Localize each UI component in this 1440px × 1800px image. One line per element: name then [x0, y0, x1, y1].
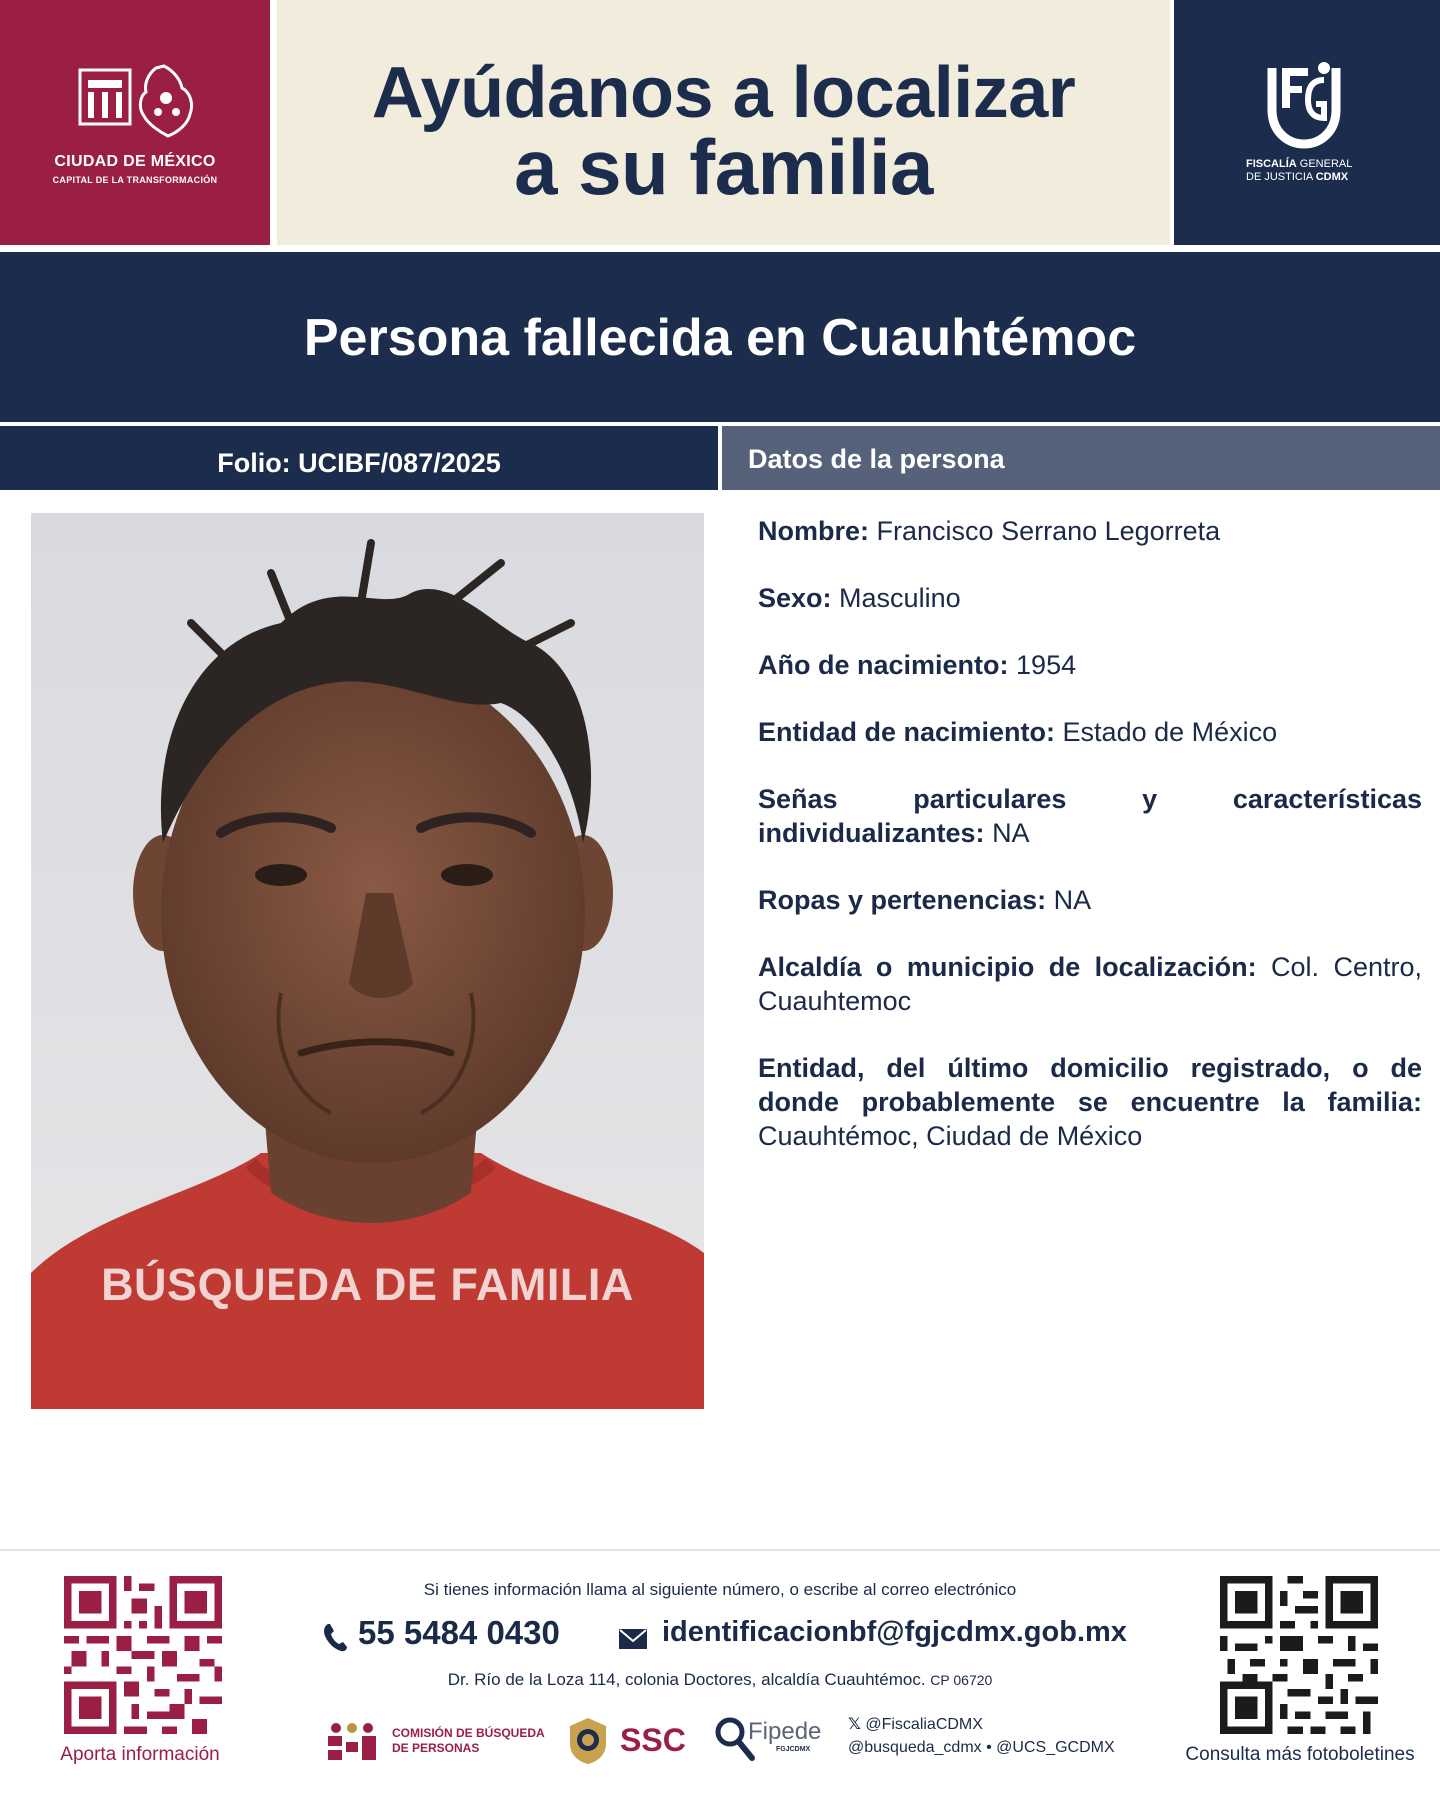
cdmx-crest-icon: [78, 62, 198, 142]
x-handle[interactable]: [848, 1714, 983, 1734]
cdmx-logo-panel: [0, 0, 270, 245]
section-title: Datos de la persona: [748, 444, 1005, 474]
field-sexo: [758, 581, 1422, 615]
other-handles[interactable]: @busqueda_cdmx • @UCS_GCDMX: [848, 1739, 1115, 1756]
field-value: NA: [992, 818, 1030, 848]
field-entidad-nacimiento: [758, 715, 1422, 749]
footer-divider: [0, 1549, 1440, 1551]
field-value: Francisco Serrano Legorreta: [876, 516, 1221, 546]
person-details: [758, 514, 1422, 1186]
folio-bar: [0, 426, 718, 490]
headline-line-1: Ayúdanos a localizar: [371, 53, 1076, 133]
fiscalia-logo-panel: [1174, 0, 1440, 245]
field-value: Col. Centro, Cuauhtemoc: [758, 952, 1422, 1016]
cbp-line-1: COMISIÓN DE BÚSQUEDA: [392, 1726, 545, 1740]
folio-label: Folio: UCIBF/087/2025: [217, 448, 501, 478]
section-header-bar: [722, 426, 1440, 490]
field-label: Entidad, del último domicilio registrado, o de donde probablemente se encuentre la familia:: [758, 1053, 1422, 1117]
field-label: Sexo:: [758, 583, 832, 613]
ssc-logo: [566, 1714, 686, 1770]
photo-watermark: BÚSQUEDA DE FAMILIA: [101, 1259, 634, 1310]
field-label: Alcaldía o municipio de localización:: [758, 952, 1257, 982]
field-value: Cuauhtémoc, Ciudad de México: [758, 1121, 1143, 1151]
fipede-label: Fipede: [748, 1718, 822, 1745]
field-label: Ropas y pertenencias:: [758, 885, 1047, 915]
contact-intro: Si tienes información llama al siguiente número, o escribe al correo electrónico: [423, 1580, 1017, 1599]
fiscalia-cdmx-word: CDMX: [1315, 171, 1349, 183]
qr-right-caption: Consulta más fotoboletines: [1185, 1744, 1415, 1765]
comision-busqueda-label: [392, 1726, 545, 1756]
fgj-emblem-icon: [1262, 60, 1346, 150]
field-value: NA: [1053, 885, 1092, 915]
field-alcaldia: [758, 950, 1422, 1018]
field-label: Entidad de nacimiento:: [758, 717, 1056, 747]
poster-header: [0, 0, 1440, 248]
x-logo-icon: 𝕏: [848, 1716, 861, 1733]
field-label: Año de nacimiento:: [758, 650, 1009, 680]
phone-icon: [322, 1622, 348, 1652]
field-nombre: [758, 514, 1422, 548]
fipede-logo: [714, 1714, 824, 1770]
comision-busqueda-icon: [326, 1722, 378, 1762]
person-photo: [31, 513, 704, 1409]
fiscalia-name: [1246, 158, 1352, 184]
field-label: Nombre:: [758, 516, 870, 546]
field-senas-particulares: [758, 782, 1422, 850]
qr-code-aporta-icon[interactable]: [64, 1576, 222, 1734]
field-ropas: [758, 883, 1422, 917]
qr-left-caption: Aporta información: [60, 1744, 220, 1765]
city-subtitle: CAPITAL DE LA TRANSFORMACIÓN: [52, 175, 218, 185]
contact-address: [290, 1670, 1150, 1690]
field-label: Señas particulares y características individualizantes:: [758, 784, 1422, 848]
mail-icon: [618, 1628, 648, 1650]
city-name: CIUDAD DE MÉXICO: [54, 153, 216, 170]
field-value: Estado de México: [1062, 717, 1278, 747]
field-value: Masculino: [839, 583, 961, 613]
fiscalia-general-word: GENERAL: [1296, 158, 1353, 170]
headline-panel: [277, 0, 1170, 245]
banner-title: Persona fallecida en Cuauhtémoc: [303, 309, 1137, 367]
fiscalia-justicia-word: DE JUSTICIA: [1246, 171, 1316, 183]
fipede-sublabel: FGJCDMX: [776, 1746, 811, 1753]
fiscalia-word: FISCALÍA: [1246, 158, 1297, 170]
ssc-badge-icon: [566, 1716, 610, 1766]
field-anio-nacimiento: [758, 648, 1422, 682]
qr-code-fotoboletines-icon[interactable]: [1220, 1576, 1378, 1734]
address-text: Dr. Río de la Loza 114, colonia Doctores, alcaldía Cuauhtémoc.: [447, 1670, 926, 1689]
social-handles: [848, 1714, 1148, 1770]
field-value: 1954: [1016, 650, 1077, 680]
field-ultimo-domicilio: [758, 1051, 1422, 1153]
x-handle-text: @FiscaliaCDMX: [865, 1716, 983, 1733]
postal-code: CP 06720: [930, 1672, 993, 1688]
cbp-line-2: DE PERSONAS: [392, 1741, 480, 1755]
title-banner: [0, 252, 1440, 422]
contact-email[interactable]: identificacionbf@fgjcdmx.gob.mx: [662, 1616, 1127, 1648]
comision-busqueda-logo: [326, 1714, 546, 1770]
headline-line-2: a su familia: [514, 123, 933, 211]
contact-phone[interactable]: 55 5484 0430: [358, 1614, 560, 1651]
ssc-label: SSC: [620, 1722, 686, 1758]
